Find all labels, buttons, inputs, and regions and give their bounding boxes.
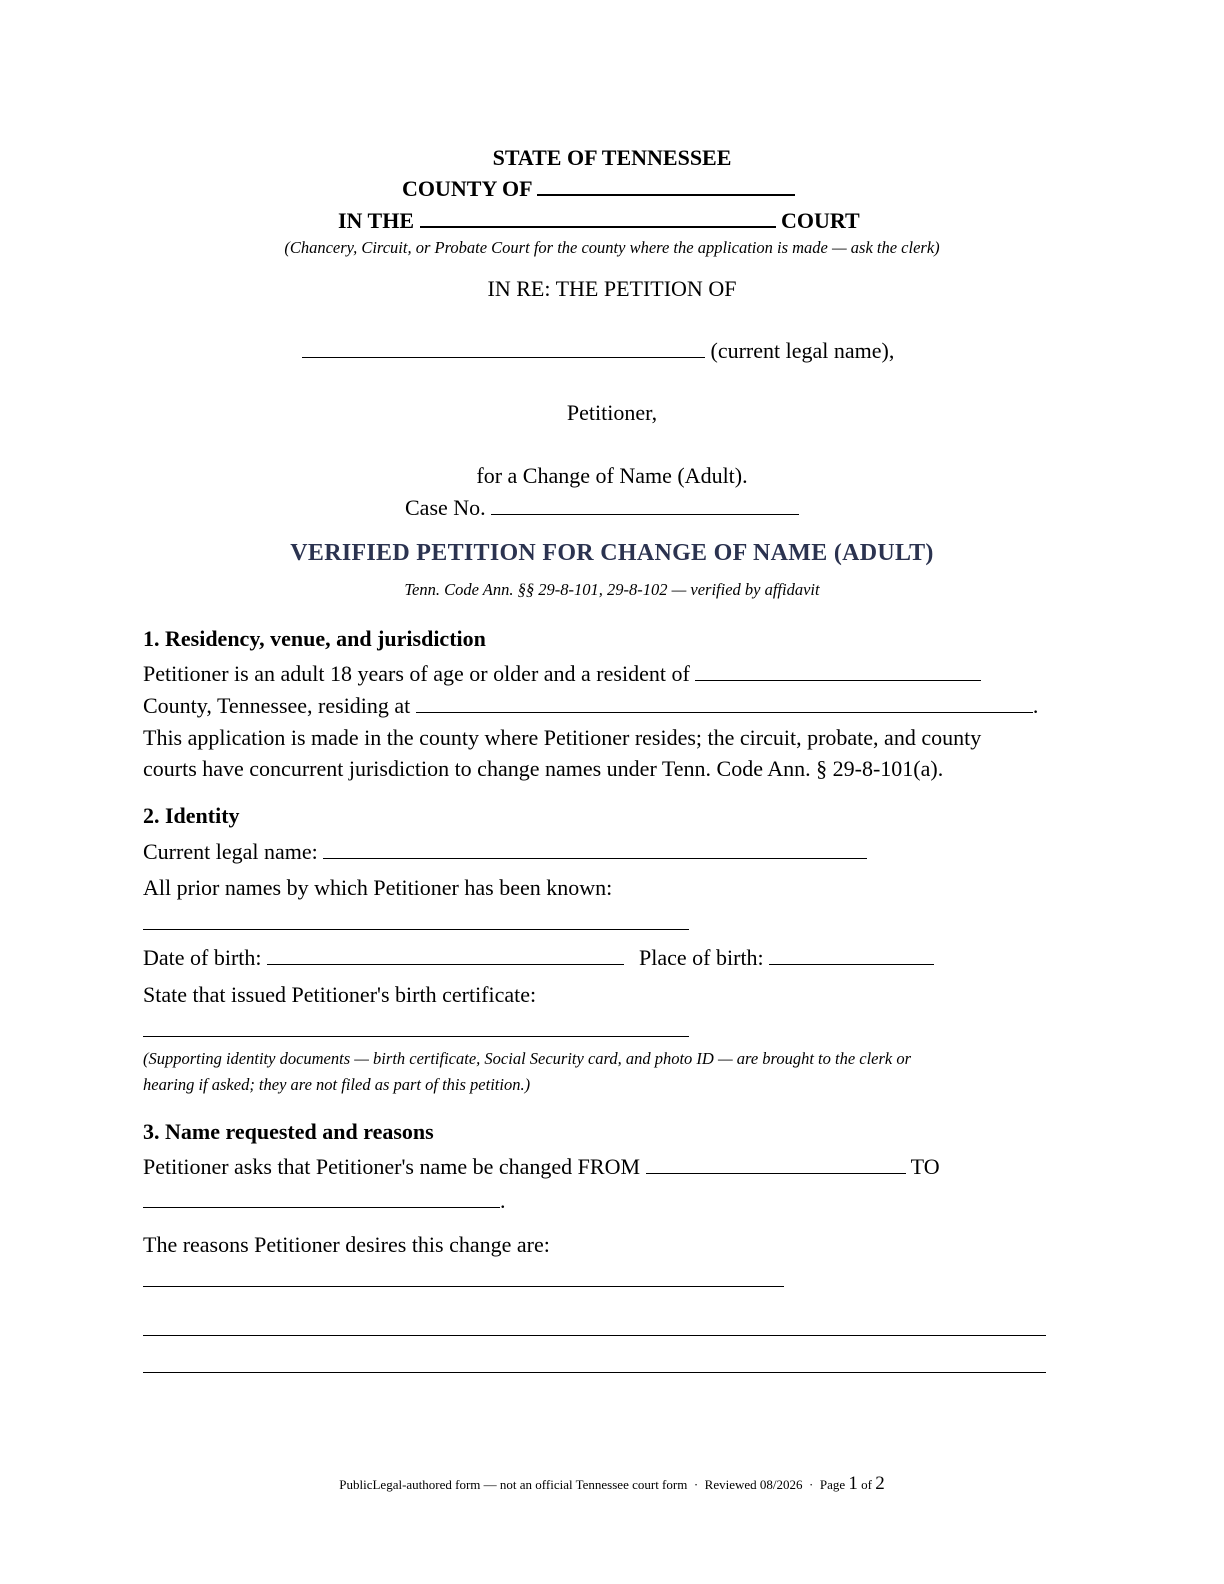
current-legal-name-row (143, 838, 867, 866)
section1-line3: This application is made in the county where Petitioner resides; the circuit, probate, and county (143, 725, 982, 750)
county-label: COUNTY OF (402, 176, 532, 201)
footer-page-total: 2 (875, 1473, 885, 1494)
court-blank[interactable] (420, 207, 776, 228)
reasons-blank-2[interactable] (143, 1335, 1046, 1336)
footer-authored: PublicLegal-authored form — not an official Tennessee court form (339, 1477, 688, 1492)
current-name-blank[interactable] (302, 338, 705, 358)
caption-court (338, 207, 860, 235)
footer-sep-1: · (693, 1477, 699, 1492)
for-change-label: for a Change of Name (Adult). (476, 463, 748, 488)
caption-state: STATE OF TENNESSEE (492, 145, 732, 170)
case-no-label: Case No. (405, 495, 486, 520)
name-change-row (143, 1153, 940, 1181)
court-note: (Chancery, Circuit, or Probate Court for the county where the application is made — ask the clerk) (284, 238, 940, 257)
to-name-blank[interactable] (143, 1188, 500, 1208)
footer-page-label: Page (819, 1477, 846, 1492)
document-title: VERIFIED PETITION FOR CHANGE OF NAME (ADULT) (290, 540, 934, 566)
dob-blank[interactable] (267, 945, 624, 965)
current-name-line (302, 337, 894, 365)
from-name-blank[interactable] (646, 1154, 906, 1174)
to-name-row (143, 1187, 506, 1215)
petitioner-label: Petitioner, (566, 400, 658, 425)
reasons-label: The reasons Petitioner desires this change are: (143, 1232, 550, 1257)
in-re-heading: IN RE: THE PETITION OF (487, 276, 737, 301)
court-prefix: IN THE (338, 208, 415, 233)
reasons-blank-3[interactable] (143, 1372, 1046, 1373)
prior-names-blank[interactable] (143, 929, 689, 930)
footer-page-number: 1 (848, 1473, 858, 1494)
residing-at-text: County, Tennessee, residing at (143, 693, 411, 718)
dob-label: Date of birth: (143, 945, 262, 970)
current-legal-name-blank[interactable] (323, 839, 867, 859)
birth-row (143, 944, 934, 972)
footer-of-label: of (861, 1477, 872, 1492)
address-period: . (1032, 693, 1039, 718)
birth-state-label: State that issued Petitioner's birth certificate: (143, 982, 537, 1007)
pob-blank[interactable] (769, 945, 934, 965)
section2-heading: 2. Identity (143, 803, 240, 828)
to-text: TO (910, 1154, 940, 1179)
section1-line1 (143, 660, 981, 688)
current-name-label: (current legal name), (710, 338, 895, 363)
residency-text: Petitioner is an adult 18 years of age or older and a resident of (143, 661, 690, 686)
county-blank[interactable] (537, 175, 795, 196)
birth-state-blank[interactable] (143, 1036, 689, 1037)
prior-names-label: All prior names by which Petitioner has been known: (143, 875, 613, 900)
current-legal-name-label: Current legal name: (143, 839, 318, 864)
identity-note-line1: (Supporting identity documents — birth certificate, Social Security card, and photo ID — are brought to the clerk or (143, 1049, 912, 1068)
document-subtitle: Tenn. Code Ann. §§ 29-8-101, 29-8-102 — verified by affidavit (404, 580, 820, 599)
court-suffix: COURT (781, 208, 860, 233)
section1-line4: courts have concurrent jurisdiction to change names under Tenn. Code Ann. § 29-8-101(a). (143, 756, 944, 781)
section1-heading: 1. Residency, venue, and jurisdiction (143, 626, 486, 651)
page-footer (0, 1474, 1224, 1495)
footer-reviewed: Reviewed 08/2026 (704, 1477, 803, 1492)
address-blank[interactable] (416, 693, 1033, 713)
to-name-period: . (500, 1188, 506, 1213)
county-resident-blank[interactable] (695, 661, 981, 681)
footer-sep-2: · (809, 1477, 814, 1492)
section1-line2 (143, 692, 1038, 720)
from-text: Petitioner asks that Petitioner's name be changed FROM (143, 1154, 641, 1179)
pob-label: Place of birth: (639, 945, 764, 970)
caption-county (402, 175, 795, 203)
section3-heading: 3. Name requested and reasons (143, 1119, 434, 1144)
reasons-blank-1[interactable] (143, 1286, 784, 1287)
case-number-line (405, 494, 799, 522)
case-no-blank[interactable] (491, 495, 799, 515)
identity-note-line2: hearing if asked; they are not filed as part of this petition.) (143, 1075, 531, 1094)
